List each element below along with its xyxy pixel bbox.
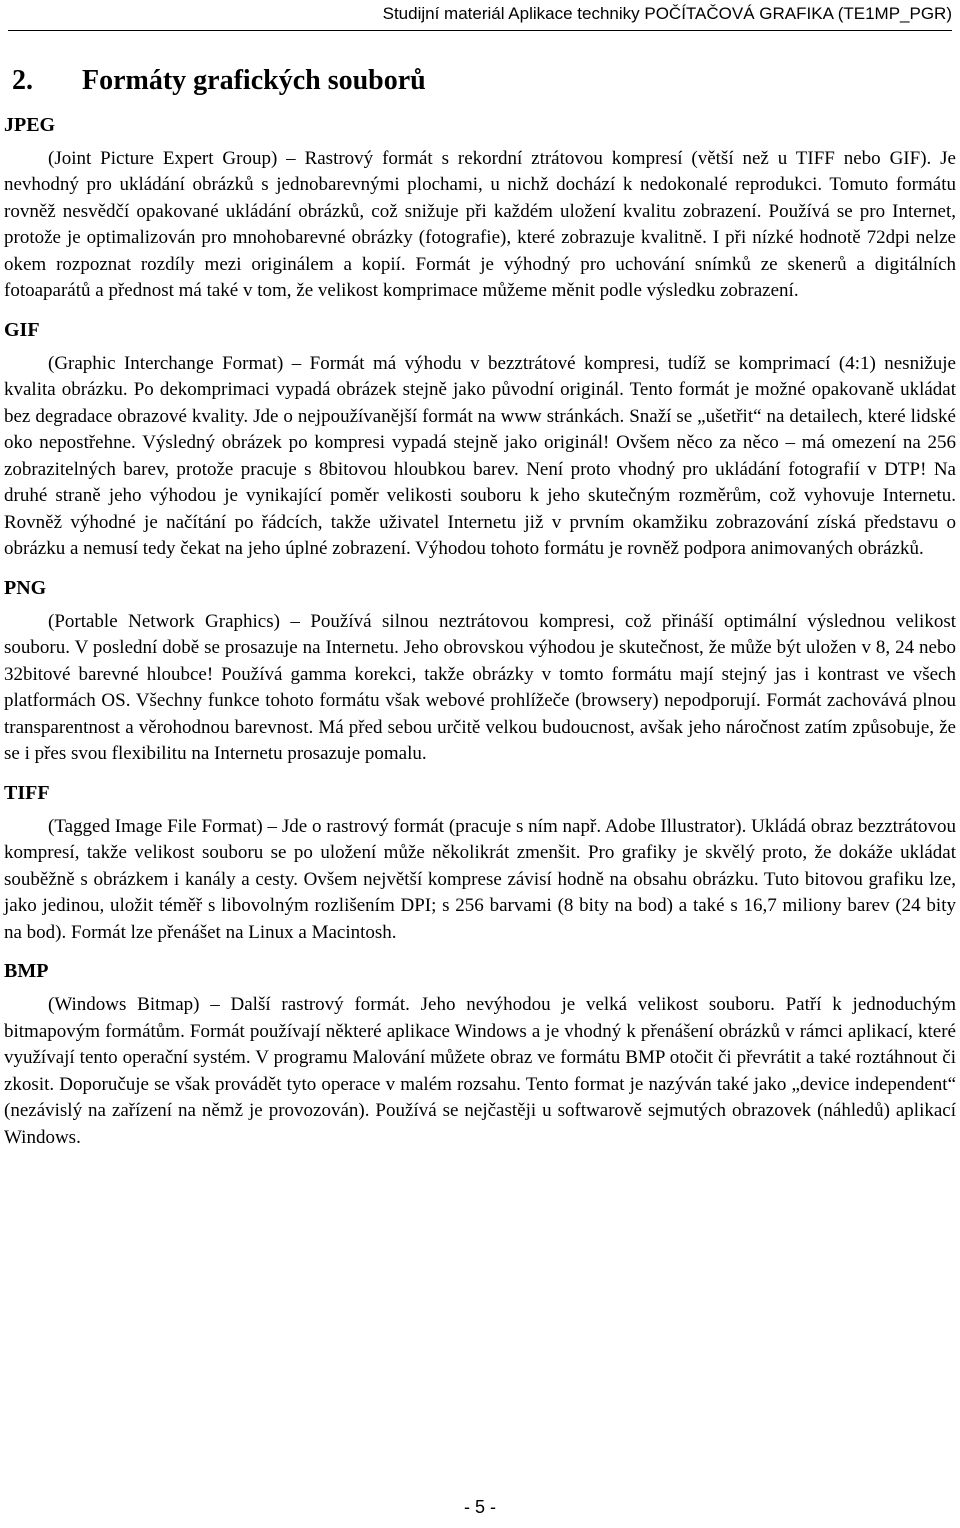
- section-bmp: [4, 956, 956, 1151]
- section-jpeg: [4, 110, 956, 305]
- section-heading: BMP: [4, 960, 49, 983]
- section-paragraph: (Joint Picture Expert Group) – Rastrový formát s rekordní ztrátovou kompresí (větší než u TIFF nebo GIF). Je nevhodný pro ukládání obrázků s jednobarevnými plochami, u nichž dochází k nedokonalé reprodukci. Tomuto formátu rovněž nesvědčí opakované ukládání obrázků, což snižuje při každém uložení kvalitu zobrazení. Používá se pro Internet, protože je optimalizován pro mnohobarevné obrázky (fotografie), které zobrazuje kvalitně. I při nízké hodnotě 72dpi nelze okem rozpoznat rozdíly mezi originálem a kopií. Formát je výhodný pro uchování snímků ze skenerů a digitálních fotoaparátů a přednost má také v tom, že velikost komprimace můžeme měnit podle výsledku zobrazení.: [4, 147, 956, 302]
- chapter-heading: [4, 64, 956, 98]
- section-tiff: [4, 778, 956, 947]
- chapter-number: 2.: [12, 65, 33, 96]
- section-heading: PNG: [4, 576, 47, 599]
- page-number: - 5 -: [463, 1497, 496, 1517]
- section-gif: [4, 315, 956, 563]
- section-paragraph: (Graphic Interchange Format) – Formát má výhodu v bezztrátové kompresi, tudíž se komprimací (4:1) nesnižuje kvalita obrázku. Po dekomprimaci vypadá obrázek stejně jako původní originál. Tento formát je možné opakovaně ukládat bez degradace obrazové kvality. Jde o nejpoužívanější formát na www stránkách. Snaží se „ušetřit“ na detailech, které lidské oko nepostřehne. Výsledný obrázek po kompresi vypadá stejně jako originál! Ovšem něco za něco – má omezení na 256 zobrazitelných barev, protože pracuje s 8bitovou hloubkou barev. Není proto vhodný pro ukládání fotografií v DTP! Na druhé straně jeho výhodou je vynikající poměr velikosti souboru k jeho skutečným rozměrům, což vyhovuje Internetu. Rovněž výhodné je načítání po řádcích, takže uživatel Internetu již v prvním okamžiku zobrazování získá představu o obrázku a nemusí tedy čekat na jeho úplné zobrazení. Výhodou tohoto formátu je rovněž podpora animovaných obrázků.: [4, 352, 956, 560]
- section-heading: JPEG: [4, 113, 56, 136]
- section-heading: GIF: [4, 318, 40, 341]
- section-paragraph: (Tagged Image File Format) – Jde o rastrový formát (pracuje s ním např. Adobe Illustrator). Ukládá obraz bezztrátovou kompresí, takže velikost souboru se po uložení může několikrát zmenšit. Pro grafiky je skvělý proto, že dokáže ukládat souběžně s obrázkem i kanály a cesty. Ovšem největší komprese závisí hodně na obsahu obrázku. Tuto bitovou grafiku lze, jako jedinou, uložit téměř s libovolným rozlišením DPI; s 256 barvami (8 bity na bod) a také s 16,7 miliony barev (24 bity na bod). Formát lze přenášet na Linux a Macintosh.: [4, 815, 956, 943]
- section-paragraph: (Portable Network Graphics) – Používá silnou neztrátovou kompresi, což přináší optimální výslednou velikost souboru. V poslední době se prosazuje na Internetu. Jeho obrovskou výhodou je skutečnost, že může být uložen v 8, 24 nebo 32bitové barevné hloubce! Používá gamma korekci, takže obrázky v tomto formátu mají stejný jas i kontrast ve všech platformách OS. Všechny funkce tohoto formátu však webové prohlížeče (browsery) nepodporují. Formát zachovává plnou transparentnost a věrohodnou barevnost. Má před sebou určitě velkou budoucnost, avšak jeho náročnost zatím způsobuje, že se i přes svou flexibilitu na Internetu prosazuje pomalu.: [4, 610, 956, 765]
- document-body: [4, 64, 956, 1161]
- section-paragraph: (Windows Bitmap) – Další rastrový formát. Jeho nevýhodou je velká velikost souboru. Patří k jednoduchým bitmapovým formátům. Formát používají některé aplikace Windows a je vhodný k přenášení obrázků v rámci aplikací, které využívají tento operační systém. V programu Malování můžete obraz ve formátu BMP otočit či převrátit a také roztáhnout či zkosit. Doporučuje se však provádět tyto operace v malém rozsahu. Tento format je nazýván také jako „device independent“ (nezávislý na zařízení na němž je provozován). Používá se nejčastěji u softwarově sejmutých obrazovek (náhledů) aplikací Windows.: [4, 994, 956, 1148]
- page-header: Studijní materiál Aplikace techniky POČÍTAČOVÁ GRAFIKA (TE1MP_PGR): [8, 4, 952, 31]
- section-heading: TIFF: [4, 781, 50, 804]
- section-png: [4, 573, 956, 768]
- chapter-title: Formáty grafických souborů: [82, 65, 426, 96]
